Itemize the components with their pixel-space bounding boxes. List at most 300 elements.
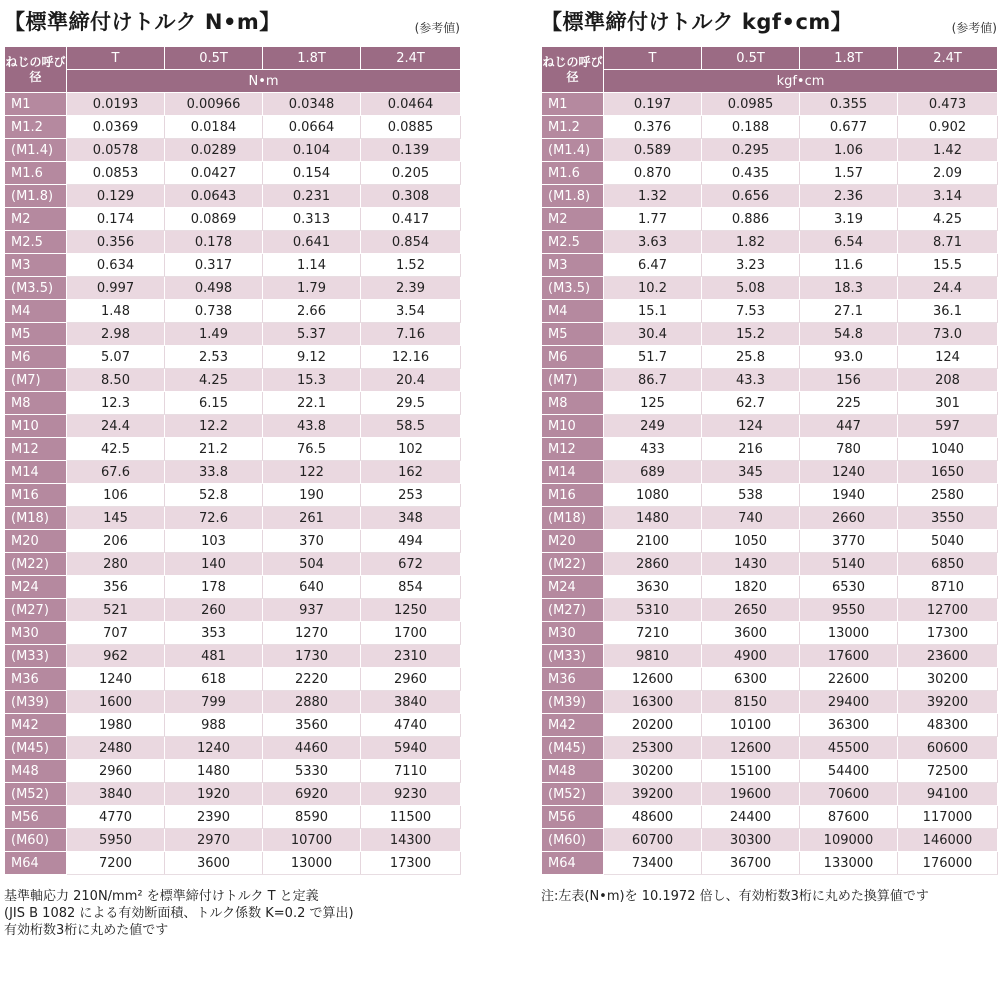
nm-table-row	[5, 300, 461, 323]
kgf-size-cell: M30	[542, 622, 604, 645]
nm-value-cell: 102	[361, 438, 461, 461]
kgf-value-cell: 2100	[604, 530, 702, 553]
kgf-value-cell: 8150	[702, 691, 800, 714]
nm-size-cell: M5	[5, 323, 67, 346]
kgf-reference-label: (参考値)	[951, 21, 997, 35]
kgf-value-cell: 39200	[604, 783, 702, 806]
nm-value-cell: 280	[67, 553, 165, 576]
kgf-size-cell: M10	[542, 415, 604, 438]
nm-size-cell: M56	[5, 806, 67, 829]
kgf-value-cell: 15.1	[604, 300, 702, 323]
nm-value-cell: 1600	[67, 691, 165, 714]
kgf-size-cell: (M33)	[542, 645, 604, 668]
kgf-value-cell: 11.6	[800, 254, 898, 277]
kgf-value-cell: 86.7	[604, 369, 702, 392]
kgf-value-cell: 30200	[604, 760, 702, 783]
nm-size-cell: (M3.5)	[5, 277, 67, 300]
kgf-table-row	[542, 553, 998, 576]
nm-value-cell: 988	[165, 714, 263, 737]
kgf-value-cell: 538	[702, 484, 800, 507]
kgf-value-cell: 3630	[604, 576, 702, 599]
nm-value-cell: 1730	[263, 645, 361, 668]
nm-value-cell: 0.0193	[67, 93, 165, 116]
kgf-size-cell: M14	[542, 461, 604, 484]
nm-value-cell: 356	[67, 576, 165, 599]
kgf-header-2-4t: 2.4T	[898, 47, 998, 70]
kgf-size-cell: (M18)	[542, 507, 604, 530]
kgf-table-row	[542, 254, 998, 277]
kgf-unit-label: kgf•cm	[604, 70, 998, 93]
kgf-value-cell: 433	[604, 438, 702, 461]
nm-size-cell: M4	[5, 300, 67, 323]
nm-value-cell: 370	[263, 530, 361, 553]
nm-value-cell: 145	[67, 507, 165, 530]
kgf-table-row	[542, 507, 998, 530]
nm-size-cell: M36	[5, 668, 67, 691]
nm-size-cell: (M7)	[5, 369, 67, 392]
kgf-value-cell: 1.42	[898, 139, 998, 162]
kgf-size-cell: M1.6	[542, 162, 604, 185]
kgf-value-cell: 54400	[800, 760, 898, 783]
kgf-value-cell: 301	[898, 392, 998, 415]
nm-value-cell: 0.641	[263, 231, 361, 254]
kgf-value-cell: 18.3	[800, 277, 898, 300]
nm-unit-label: N•m	[67, 70, 461, 93]
nm-value-cell: 260	[165, 599, 263, 622]
nm-value-cell: 0.317	[165, 254, 263, 277]
nm-value-cell: 5.07	[67, 346, 165, 369]
nm-size-cell: M8	[5, 392, 67, 415]
nm-value-cell: 76.5	[263, 438, 361, 461]
nm-value-cell: 1.49	[165, 323, 263, 346]
nm-value-cell: 0.308	[361, 185, 461, 208]
nm-value-cell: 12.3	[67, 392, 165, 415]
kgf-value-cell: 45500	[800, 737, 898, 760]
nm-value-cell: 2.66	[263, 300, 361, 323]
kgf-size-cell: (M3.5)	[542, 277, 604, 300]
kgf-value-cell: 117000	[898, 806, 998, 829]
kgf-value-cell: 0.473	[898, 93, 998, 116]
kgf-value-cell: 780	[800, 438, 898, 461]
nm-table-row	[5, 392, 461, 415]
nm-value-cell: 0.00966	[165, 93, 263, 116]
kgf-value-cell: 73.0	[898, 323, 998, 346]
kgf-value-cell: 25300	[604, 737, 702, 760]
nm-value-cell: 206	[67, 530, 165, 553]
kgf-corner-label: ねじの呼び径	[542, 47, 604, 93]
nm-value-cell: 6.15	[165, 392, 263, 415]
nm-value-cell: 190	[263, 484, 361, 507]
note-line: 有効桁数3桁に丸めた値です	[4, 923, 169, 938]
nm-value-cell: 4460	[263, 737, 361, 760]
nm-size-cell: M24	[5, 576, 67, 599]
nm-value-cell: 9230	[361, 783, 461, 806]
kgf-value-cell: 20200	[604, 714, 702, 737]
kgf-value-cell: 6300	[702, 668, 800, 691]
nm-value-cell: 2.39	[361, 277, 461, 300]
nm-value-cell: 0.139	[361, 139, 461, 162]
kgf-size-cell: M1.2	[542, 116, 604, 139]
nm-value-cell: 2220	[263, 668, 361, 691]
kgf-size-cell: (M1.4)	[542, 139, 604, 162]
kgf-value-cell: 0.870	[604, 162, 702, 185]
nm-value-cell: 521	[67, 599, 165, 622]
kgf-table-row	[542, 185, 998, 208]
kgf-size-cell: M6	[542, 346, 604, 369]
nm-size-cell: (M22)	[5, 553, 67, 576]
nm-size-cell: M14	[5, 461, 67, 484]
nm-table-row	[5, 622, 461, 645]
kgf-value-cell: 1240	[800, 461, 898, 484]
kgf-value-cell: 6.54	[800, 231, 898, 254]
nm-value-cell: 2390	[165, 806, 263, 829]
nm-value-cell: 0.154	[263, 162, 361, 185]
nm-value-cell: 5330	[263, 760, 361, 783]
nm-value-cell: 348	[361, 507, 461, 530]
kgf-table-row	[542, 622, 998, 645]
kgf-value-cell: 25.8	[702, 346, 800, 369]
kgf-value-cell: 216	[702, 438, 800, 461]
nm-size-cell: M1.6	[5, 162, 67, 185]
kgf-table-row	[542, 346, 998, 369]
nm-value-cell: 15.3	[263, 369, 361, 392]
kgf-value-cell: 19600	[702, 783, 800, 806]
nm-value-cell: 3840	[67, 783, 165, 806]
nm-value-cell: 3840	[361, 691, 461, 714]
kgf-value-cell: 39200	[898, 691, 998, 714]
nm-size-cell: M3	[5, 254, 67, 277]
kgf-table-row	[542, 599, 998, 622]
kgf-value-cell: 146000	[898, 829, 998, 852]
nm-table-row	[5, 277, 461, 300]
nm-value-cell: 937	[263, 599, 361, 622]
kgf-value-cell: 2660	[800, 507, 898, 530]
kgf-value-cell: 345	[702, 461, 800, 484]
nm-value-cell: 0.0885	[361, 116, 461, 139]
kgf-value-cell: 73400	[604, 852, 702, 875]
kgf-value-cell: 124	[898, 346, 998, 369]
nm-table-row	[5, 576, 461, 599]
nm-value-cell: 0.0578	[67, 139, 165, 162]
kgf-value-cell: 124	[702, 415, 800, 438]
kgf-value-cell: 1050	[702, 530, 800, 553]
nm-value-cell: 261	[263, 507, 361, 530]
nm-value-cell: 1.52	[361, 254, 461, 277]
nm-value-cell: 494	[361, 530, 461, 553]
kgf-value-cell: 3.19	[800, 208, 898, 231]
kgf-size-cell: M24	[542, 576, 604, 599]
kgf-value-cell: 1080	[604, 484, 702, 507]
kgf-value-cell: 0.435	[702, 162, 800, 185]
kgf-value-cell: 87600	[800, 806, 898, 829]
kgf-size-cell: M8	[542, 392, 604, 415]
kgf-value-cell: 1.77	[604, 208, 702, 231]
nm-table-row	[5, 369, 461, 392]
nm-value-cell: 12.16	[361, 346, 461, 369]
kgf-value-cell: 4.25	[898, 208, 998, 231]
kgf-value-cell: 72500	[898, 760, 998, 783]
nm-value-cell: 20.4	[361, 369, 461, 392]
kgf-value-cell: 24.4	[898, 277, 998, 300]
kgf-value-cell: 0.355	[800, 93, 898, 116]
nm-value-cell: 42.5	[67, 438, 165, 461]
kgf-size-cell: M2	[542, 208, 604, 231]
kgf-table-row	[542, 760, 998, 783]
nm-value-cell: 43.8	[263, 415, 361, 438]
nm-table-title: 【標準締付けトルク N•m】	[4, 10, 281, 34]
nm-header-0-5t: 0.5T	[165, 47, 263, 70]
nm-value-cell: 799	[165, 691, 263, 714]
nm-value-cell: 3.54	[361, 300, 461, 323]
nm-value-cell: 72.6	[165, 507, 263, 530]
kgf-table-row	[542, 852, 998, 875]
kgf-table-row	[542, 484, 998, 507]
nm-value-cell: 33.8	[165, 461, 263, 484]
kgf-size-cell: (M1.8)	[542, 185, 604, 208]
kgf-value-cell: 3.63	[604, 231, 702, 254]
kgf-value-cell: 36300	[800, 714, 898, 737]
kgf-value-cell: 6850	[898, 553, 998, 576]
nm-size-cell: M30	[5, 622, 67, 645]
nm-table-row	[5, 668, 461, 691]
nm-table-row	[5, 553, 461, 576]
kgf-value-cell: 1040	[898, 438, 998, 461]
kgf-table-row	[542, 162, 998, 185]
nm-value-cell: 52.8	[165, 484, 263, 507]
nm-value-cell: 3600	[165, 852, 263, 875]
kgf-value-cell: 5040	[898, 530, 998, 553]
nm-value-cell: 0.0853	[67, 162, 165, 185]
kgf-value-cell: 22600	[800, 668, 898, 691]
nm-table-row	[5, 162, 461, 185]
nm-value-cell: 8.50	[67, 369, 165, 392]
kgf-value-cell: 29400	[800, 691, 898, 714]
kgf-value-cell: 30200	[898, 668, 998, 691]
kgf-table-row	[542, 323, 998, 346]
nm-size-cell: M6	[5, 346, 67, 369]
kgf-size-cell: M3	[542, 254, 604, 277]
kgf-value-cell: 0.376	[604, 116, 702, 139]
nm-value-cell: 0.498	[165, 277, 263, 300]
nm-table-row	[5, 116, 461, 139]
nm-value-cell: 12.2	[165, 415, 263, 438]
kgf-value-cell: 249	[604, 415, 702, 438]
kgf-value-cell: 23600	[898, 645, 998, 668]
nm-value-cell: 2480	[67, 737, 165, 760]
nm-reference-label: (参考値)	[414, 21, 460, 35]
kgf-value-cell: 0.589	[604, 139, 702, 162]
nm-table-row	[5, 599, 461, 622]
nm-value-cell: 2960	[361, 668, 461, 691]
kgf-value-cell: 4900	[702, 645, 800, 668]
nm-value-cell: 854	[361, 576, 461, 599]
kgf-value-cell: 0.902	[898, 116, 998, 139]
kgf-value-cell: 133000	[800, 852, 898, 875]
nm-value-cell: 5.37	[263, 323, 361, 346]
nm-value-cell: 29.5	[361, 392, 461, 415]
kgf-value-cell: 0.677	[800, 116, 898, 139]
kgf-value-cell: 5140	[800, 553, 898, 576]
kgf-value-cell: 10.2	[604, 277, 702, 300]
kgf-table-row	[542, 116, 998, 139]
nm-value-cell: 0.313	[263, 208, 361, 231]
nm-value-cell: 0.129	[67, 185, 165, 208]
nm-value-cell: 0.0464	[361, 93, 461, 116]
kgf-table-row	[542, 438, 998, 461]
nm-value-cell: 640	[263, 576, 361, 599]
kgf-value-cell: 1.32	[604, 185, 702, 208]
nm-corner-label: ねじの呼び径	[5, 47, 67, 93]
nm-size-cell: (M60)	[5, 829, 67, 852]
nm-size-cell: M64	[5, 852, 67, 875]
kgf-size-cell: M36	[542, 668, 604, 691]
nm-value-cell: 140	[165, 553, 263, 576]
nm-table-row	[5, 461, 461, 484]
kgf-table-row	[542, 806, 998, 829]
kgf-value-cell: 1480	[604, 507, 702, 530]
kgf-size-cell: (M22)	[542, 553, 604, 576]
nm-table-row	[5, 93, 461, 116]
nm-notes	[4, 888, 354, 939]
kgf-table-row	[542, 300, 998, 323]
kgf-header-row	[542, 47, 998, 70]
nm-value-cell: 0.0643	[165, 185, 263, 208]
kgf-value-cell: 16300	[604, 691, 702, 714]
kgf-value-cell: 30.4	[604, 323, 702, 346]
kgf-table-row	[542, 783, 998, 806]
nm-value-cell: 2.53	[165, 346, 263, 369]
kgf-value-cell: 1.06	[800, 139, 898, 162]
kgf-table-row	[542, 93, 998, 116]
nm-size-cell: M42	[5, 714, 67, 737]
kgf-value-cell: 3770	[800, 530, 898, 553]
nm-value-cell: 7200	[67, 852, 165, 875]
kgf-table-body	[542, 93, 998, 875]
kgf-table-row	[542, 576, 998, 599]
nm-value-cell: 5950	[67, 829, 165, 852]
kgf-value-cell: 2.09	[898, 162, 998, 185]
kgf-table-row	[542, 691, 998, 714]
kgf-value-cell: 62.7	[702, 392, 800, 415]
nm-table-row	[5, 507, 461, 530]
nm-value-cell: 1.48	[67, 300, 165, 323]
kgf-value-cell: 36.1	[898, 300, 998, 323]
kgf-value-cell: 109000	[800, 829, 898, 852]
kgf-table-row	[542, 714, 998, 737]
kgf-table-row	[542, 415, 998, 438]
nm-size-cell: (M52)	[5, 783, 67, 806]
kgf-size-cell: M5	[542, 323, 604, 346]
nm-value-cell: 0.231	[263, 185, 361, 208]
kgf-size-cell: M16	[542, 484, 604, 507]
kgf-value-cell: 2860	[604, 553, 702, 576]
nm-value-cell: 0.0369	[67, 116, 165, 139]
nm-table-row	[5, 484, 461, 507]
nm-table-row	[5, 530, 461, 553]
kgf-header-t: T	[604, 47, 702, 70]
kgf-value-cell: 30300	[702, 829, 800, 852]
nm-size-cell: M1.2	[5, 116, 67, 139]
nm-value-cell: 2960	[67, 760, 165, 783]
kgf-table-row	[542, 668, 998, 691]
nm-size-cell: (M1.4)	[5, 139, 67, 162]
nm-value-cell: 13000	[263, 852, 361, 875]
nm-torque-table	[4, 46, 461, 875]
kgf-value-cell: 94100	[898, 783, 998, 806]
nm-value-cell: 1980	[67, 714, 165, 737]
nm-value-cell: 0.0184	[165, 116, 263, 139]
nm-value-cell: 1700	[361, 622, 461, 645]
nm-value-cell: 6920	[263, 783, 361, 806]
nm-value-cell: 0.417	[361, 208, 461, 231]
kgf-value-cell: 0.886	[702, 208, 800, 231]
nm-value-cell: 5940	[361, 737, 461, 760]
nm-header-t: T	[67, 47, 165, 70]
nm-value-cell: 1920	[165, 783, 263, 806]
nm-size-cell: M16	[5, 484, 67, 507]
kgf-value-cell: 54.8	[800, 323, 898, 346]
kgf-table-row	[542, 369, 998, 392]
nm-value-cell: 1240	[165, 737, 263, 760]
kgf-table-row	[542, 737, 998, 760]
nm-value-cell: 2880	[263, 691, 361, 714]
nm-size-cell: (M33)	[5, 645, 67, 668]
kgf-value-cell: 51.7	[604, 346, 702, 369]
nm-value-cell: 1250	[361, 599, 461, 622]
nm-size-cell: M12	[5, 438, 67, 461]
nm-value-cell: 672	[361, 553, 461, 576]
nm-value-cell: 353	[165, 622, 263, 645]
kgf-value-cell: 43.3	[702, 369, 800, 392]
nm-table-row	[5, 714, 461, 737]
kgf-size-cell: (M7)	[542, 369, 604, 392]
nm-value-cell: 1270	[263, 622, 361, 645]
nm-header-1-8t: 1.8T	[263, 47, 361, 70]
nm-table-row	[5, 346, 461, 369]
nm-unit-row	[5, 70, 461, 93]
nm-value-cell: 103	[165, 530, 263, 553]
kgf-value-cell: 93.0	[800, 346, 898, 369]
nm-header-2-4t: 2.4T	[361, 47, 461, 70]
kgf-value-cell: 1.57	[800, 162, 898, 185]
nm-value-cell: 1240	[67, 668, 165, 691]
nm-value-cell: 0.356	[67, 231, 165, 254]
nm-value-cell: 0.854	[361, 231, 461, 254]
nm-table-body	[5, 93, 461, 875]
nm-value-cell: 707	[67, 622, 165, 645]
kgf-table-row	[542, 277, 998, 300]
nm-size-cell: M2.5	[5, 231, 67, 254]
nm-table-row	[5, 806, 461, 829]
kgf-value-cell: 597	[898, 415, 998, 438]
kgf-value-cell: 0.197	[604, 93, 702, 116]
kgf-value-cell: 740	[702, 507, 800, 530]
nm-value-cell: 1480	[165, 760, 263, 783]
nm-table-row	[5, 691, 461, 714]
kgf-size-cell: M2.5	[542, 231, 604, 254]
nm-value-cell: 24.4	[67, 415, 165, 438]
nm-value-cell: 14300	[361, 829, 461, 852]
nm-value-cell: 0.0348	[263, 93, 361, 116]
nm-value-cell: 4770	[67, 806, 165, 829]
kgf-value-cell: 125	[604, 392, 702, 415]
nm-size-cell: (M45)	[5, 737, 67, 760]
kgf-size-cell: (M39)	[542, 691, 604, 714]
nm-header-row	[5, 47, 461, 70]
kgf-value-cell: 12600	[702, 737, 800, 760]
kgf-value-cell: 1940	[800, 484, 898, 507]
kgf-value-cell: 15100	[702, 760, 800, 783]
